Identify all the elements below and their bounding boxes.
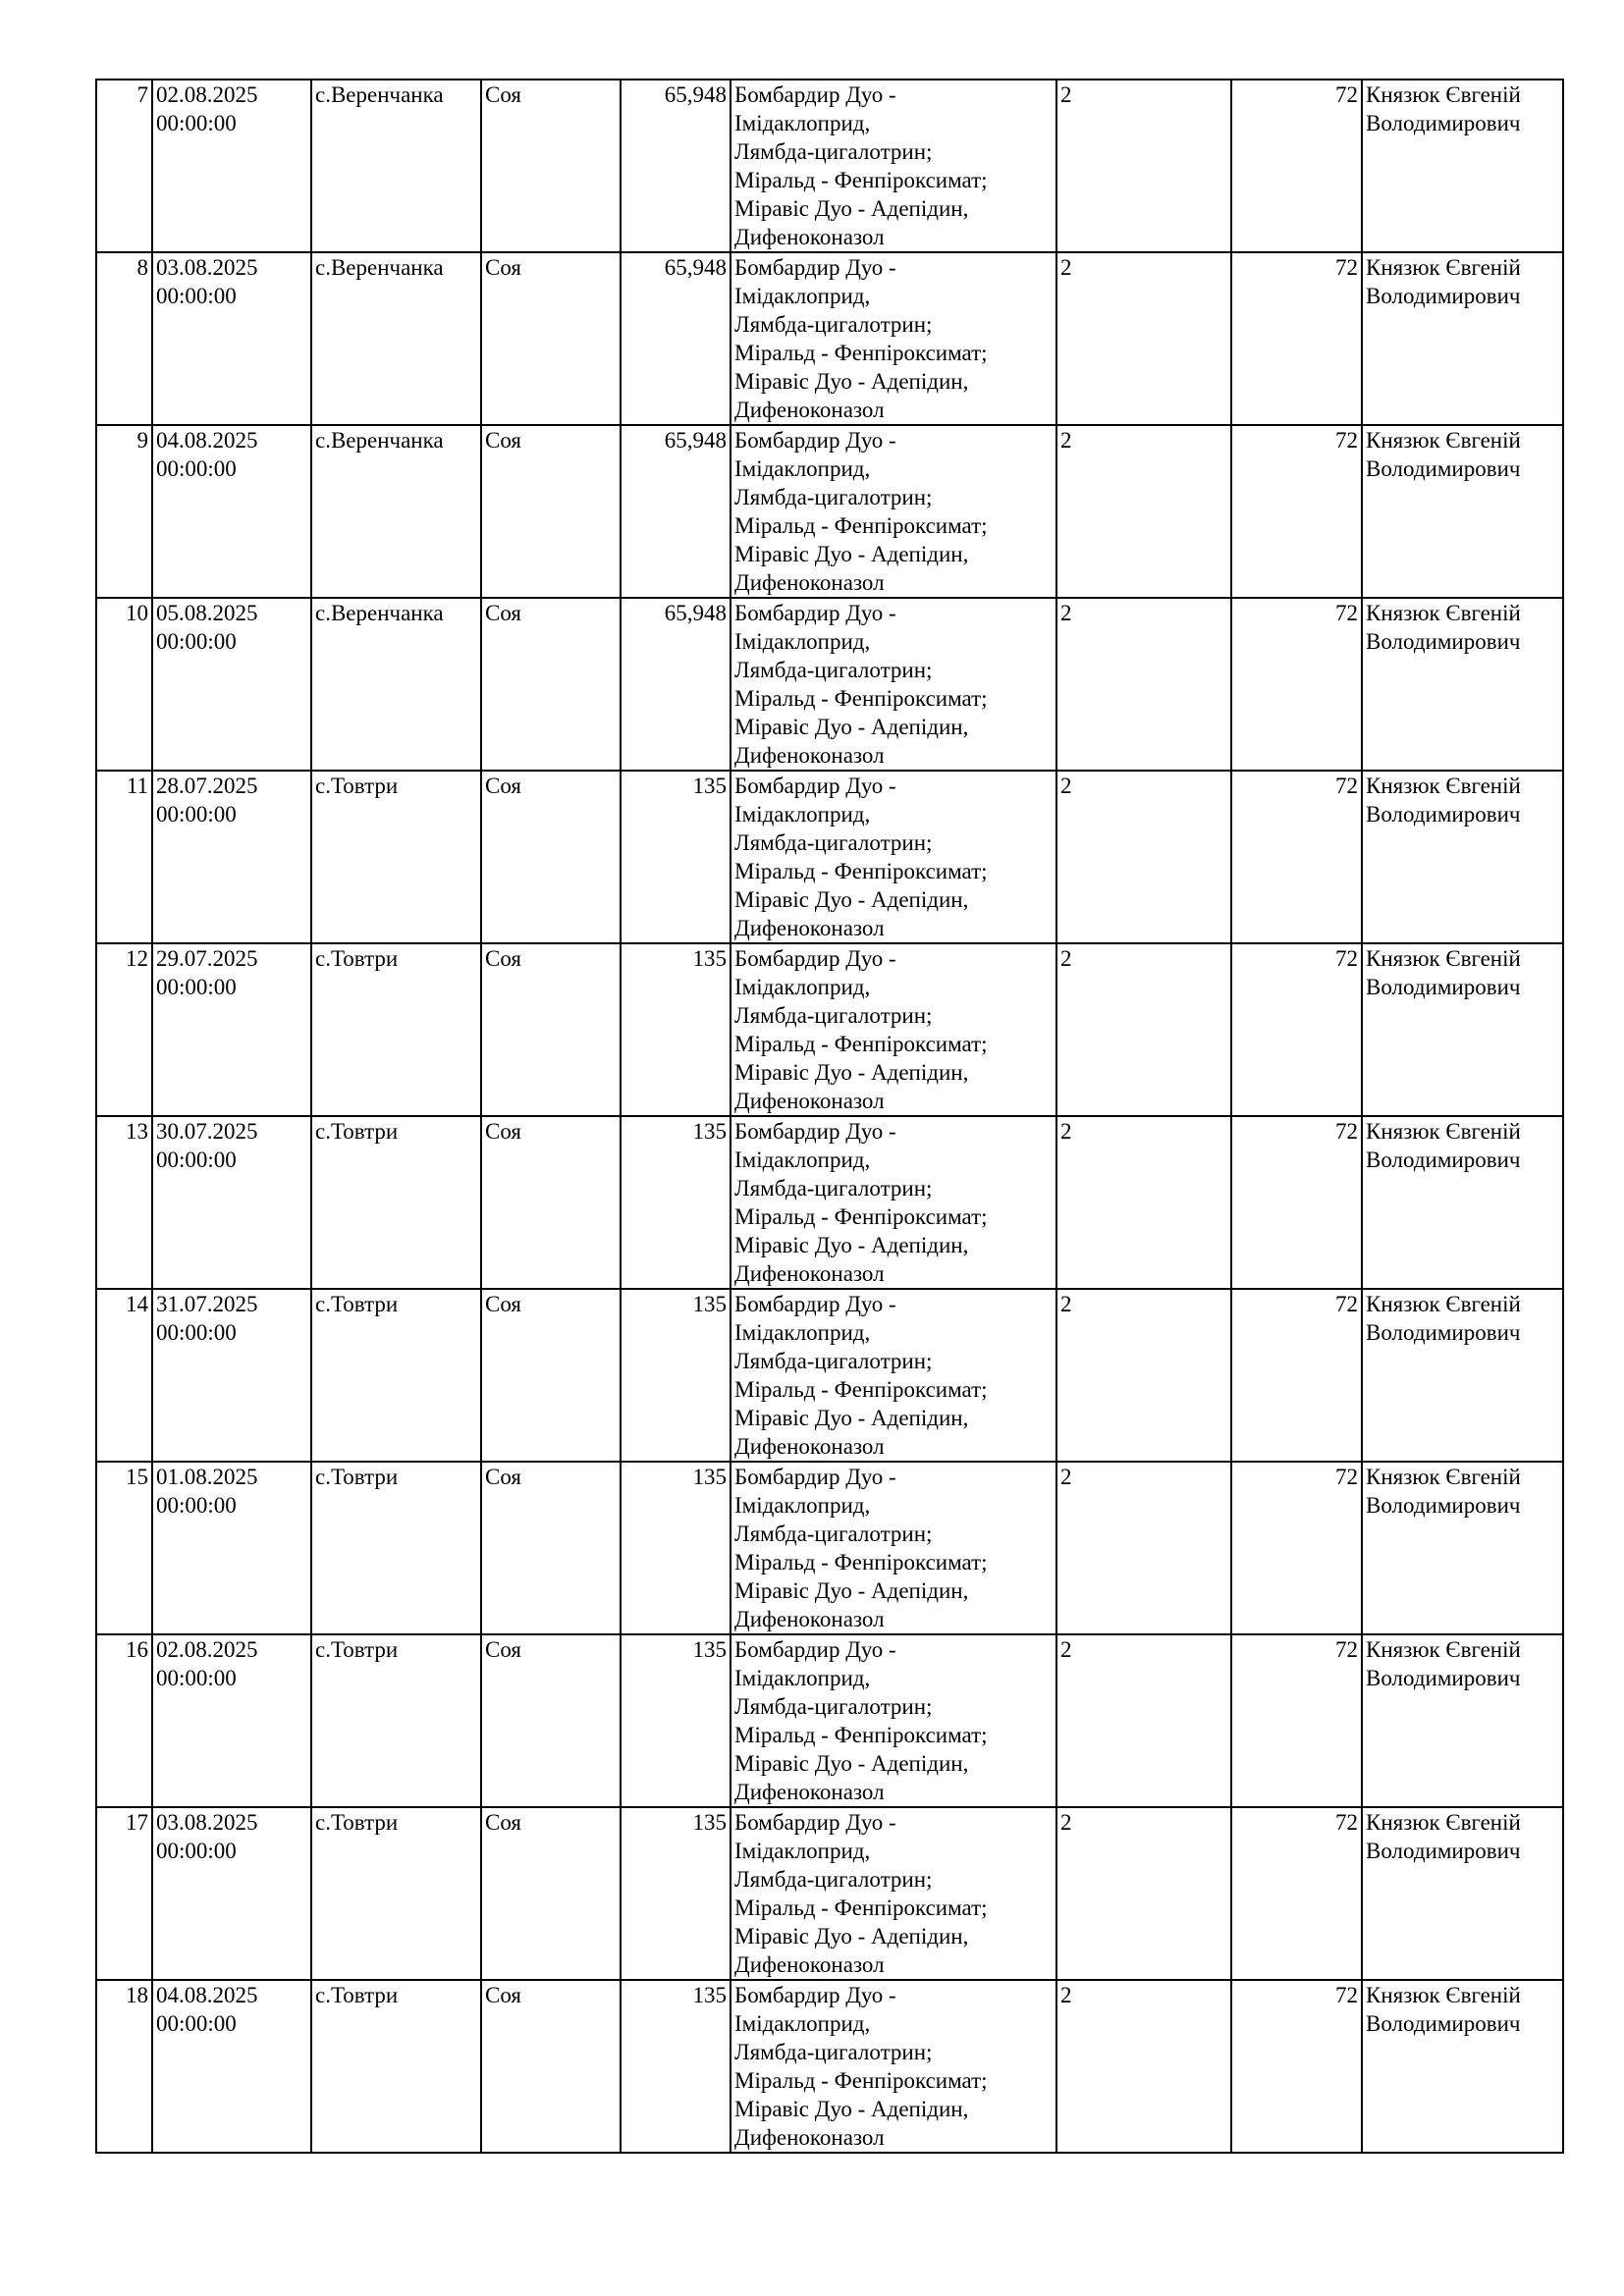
product-line: Бомбардир Дуо - <box>734 1637 896 1662</box>
product-line: Імідаклоприд, <box>734 802 871 827</box>
table-row <box>96 771 1563 943</box>
row-number-cell: 7 <box>96 80 152 252</box>
responsible-person-cell <box>1362 1634 1563 1807</box>
products-cell <box>731 80 1056 252</box>
hazard-class-cell: 2 <box>1056 1462 1231 1634</box>
product-line: Лямбда-цигалотрин; <box>734 830 933 855</box>
product-line: Міральд - Фенпіроксимат; <box>734 1896 988 1920</box>
hours-cell: 72 <box>1231 771 1362 943</box>
responsible-person-cell <box>1362 425 1563 598</box>
crop-cell: Соя <box>481 771 621 943</box>
date-text: 28.07.2025 <box>156 774 258 798</box>
products-cell <box>731 943 1056 1116</box>
crop-cell: Соя <box>481 943 621 1116</box>
person-name-line: Князюк Євгеній <box>1366 1637 1521 1662</box>
responsible-person-cell <box>1362 1807 1563 1980</box>
person-name-line: Володимирович <box>1366 1320 1521 1345</box>
product-line: Міральд - Фенпіроксимат; <box>734 1550 988 1575</box>
date-cell <box>152 1116 311 1289</box>
product-line: Дифеноконазол <box>734 570 885 595</box>
person-name-line: Володимирович <box>1366 111 1521 135</box>
product-line: Імідаклоприд, <box>734 2011 871 2036</box>
date-cell <box>152 80 311 252</box>
table-row <box>96 252 1563 425</box>
products-cell <box>731 598 1056 771</box>
table-row <box>96 598 1563 771</box>
hours-cell: 72 <box>1231 943 1362 1116</box>
products-cell <box>731 1807 1056 1980</box>
product-line: Дифеноконазол <box>734 1089 885 1113</box>
product-line: Дифеноконазол <box>734 1607 885 1631</box>
product-line: Міравіс Дуо - Адепідин, <box>734 542 969 566</box>
product-line: Міравіс Дуо - Адепідин, <box>734 1060 969 1085</box>
product-line: Міравіс Дуо - Адепідин, <box>734 1233 969 1257</box>
hours-cell: 72 <box>1231 1980 1362 2153</box>
product-line: Міральд - Фенпіроксимат; <box>734 1032 988 1056</box>
row-number-cell: 13 <box>96 1116 152 1289</box>
crop-cell: Соя <box>481 1807 621 1980</box>
village-cell: с.Товтри <box>311 771 481 943</box>
hazard-class-cell: 2 <box>1056 1980 1231 2153</box>
product-line: Дифеноконазол <box>734 916 885 940</box>
person-name-line: Володимирович <box>1366 456 1521 481</box>
product-line: Бомбардир Дуо - <box>734 428 896 453</box>
product-line: Міравіс Дуо - Адепідин, <box>734 196 969 221</box>
row-number-cell: 11 <box>96 771 152 943</box>
date-cell <box>152 1289 311 1462</box>
village-cell: с.Товтри <box>311 1289 481 1462</box>
time-text: 00:00:00 <box>156 1148 237 1172</box>
date-text: 31.07.2025 <box>156 1292 258 1316</box>
area-cell: 135 <box>621 1807 731 1980</box>
hours-cell: 72 <box>1231 425 1362 598</box>
row-number-cell: 9 <box>96 425 152 598</box>
row-number-cell: 17 <box>96 1807 152 1980</box>
responsible-person-cell <box>1362 598 1563 771</box>
area-cell: 135 <box>621 1462 731 1634</box>
product-line: Міравіс Дуо - Адепідин, <box>734 887 969 912</box>
hours-cell: 72 <box>1231 1807 1362 1980</box>
products-cell <box>731 425 1056 598</box>
treatment-table <box>95 79 1564 2154</box>
date-text: 29.07.2025 <box>156 946 258 971</box>
product-line: Дифеноконазол <box>734 1780 885 1804</box>
village-cell: с.Товтри <box>311 1116 481 1289</box>
table-row <box>96 1634 1563 1807</box>
product-line: Лямбда-цигалотрин; <box>734 485 933 509</box>
hazard-class-cell: 2 <box>1056 80 1231 252</box>
product-line: Лямбда-цигалотрин; <box>734 1349 933 1373</box>
person-name-line: Князюк Євгеній <box>1366 1810 1521 1835</box>
date-cell <box>152 1980 311 2153</box>
area-cell: 65,948 <box>621 80 731 252</box>
product-line: Бомбардир Дуо - <box>734 1292 896 1316</box>
product-line: Міральд - Фенпіроксимат; <box>734 168 988 192</box>
product-line: Міравіс Дуо - Адепідин, <box>734 1751 969 1776</box>
products-cell <box>731 1116 1056 1289</box>
time-text: 00:00:00 <box>156 1839 237 1863</box>
responsible-person-cell <box>1362 943 1563 1116</box>
area-cell: 135 <box>621 1634 731 1807</box>
responsible-person-cell <box>1362 1980 1563 2153</box>
date-cell <box>152 252 311 425</box>
product-line: Міральд - Фенпіроксимат; <box>734 1723 988 1747</box>
product-line: Бомбардир Дуо - <box>734 1810 896 1835</box>
product-line: Міральд - Фенпіроксимат; <box>734 859 988 883</box>
table-row <box>96 1980 1563 2153</box>
product-line: Лямбда-цигалотрин; <box>734 1867 933 1892</box>
product-line: Міральд - Фенпіроксимат; <box>734 341 988 365</box>
person-name-line: Князюк Євгеній <box>1366 428 1521 453</box>
product-line: Бомбардир Дуо - <box>734 774 896 798</box>
area-cell: 65,948 <box>621 598 731 771</box>
hazard-class-cell: 2 <box>1056 771 1231 943</box>
date-cell <box>152 1634 311 1807</box>
person-name-line: Князюк Євгеній <box>1366 1465 1521 1489</box>
date-text: 03.08.2025 <box>156 1810 258 1835</box>
time-text: 00:00:00 <box>156 975 237 999</box>
person-name-line: Князюк Євгеній <box>1366 1292 1521 1316</box>
hazard-class-cell: 2 <box>1056 1289 1231 1462</box>
responsible-person-cell <box>1362 1289 1563 1462</box>
area-cell: 65,948 <box>621 252 731 425</box>
date-cell <box>152 425 311 598</box>
product-line: Міральд - Фенпіроксимат; <box>734 686 988 711</box>
responsible-person-cell <box>1362 1116 1563 1289</box>
village-cell: с.Веренчанка <box>311 598 481 771</box>
product-line: Імідаклоприд, <box>734 1320 871 1345</box>
crop-cell: Соя <box>481 598 621 771</box>
product-line: Імідаклоприд, <box>734 456 871 481</box>
product-line: Імідаклоприд, <box>734 1493 871 1518</box>
product-line: Бомбардир Дуо - <box>734 946 896 971</box>
hours-cell: 72 <box>1231 80 1362 252</box>
product-line: Лямбда-цигалотрин; <box>734 658 933 682</box>
village-cell: с.Веренчанка <box>311 425 481 598</box>
date-text: 04.08.2025 <box>156 1983 258 2007</box>
time-text: 00:00:00 <box>156 1666 237 1690</box>
product-line: Бомбардир Дуо - <box>734 82 896 107</box>
person-name-line: Князюк Євгеній <box>1366 82 1521 107</box>
area-cell: 65,948 <box>621 425 731 598</box>
product-line: Дифеноконазол <box>734 743 885 768</box>
product-line: Імідаклоприд, <box>734 629 871 654</box>
hours-cell: 72 <box>1231 252 1362 425</box>
product-line: Імідаклоприд, <box>734 1839 871 1863</box>
time-text: 00:00:00 <box>156 802 237 827</box>
person-name-line: Князюк Євгеній <box>1366 774 1521 798</box>
product-line: Міральд - Фенпіроксимат; <box>734 1204 988 1229</box>
person-name-line: Князюк Євгеній <box>1366 601 1521 625</box>
table-row <box>96 1116 1563 1289</box>
product-line: Лямбда-цигалотрин; <box>734 139 933 164</box>
date-cell <box>152 1807 311 1980</box>
responsible-person-cell <box>1362 1462 1563 1634</box>
date-cell <box>152 1462 311 1634</box>
product-line: Дифеноконазол <box>734 1434 885 1459</box>
hazard-class-cell: 2 <box>1056 425 1231 598</box>
product-line: Дифеноконазол <box>734 1952 885 1977</box>
date-cell <box>152 771 311 943</box>
person-name-line: Князюк Євгеній <box>1366 946 1521 971</box>
row-number-cell: 10 <box>96 598 152 771</box>
table-row <box>96 1289 1563 1462</box>
village-cell: с.Товтри <box>311 1807 481 1980</box>
date-text: 02.08.2025 <box>156 1637 258 1662</box>
village-cell: с.Товтри <box>311 1462 481 1634</box>
table-row <box>96 80 1563 252</box>
product-line: Бомбардир Дуо - <box>734 1119 896 1144</box>
time-text: 00:00:00 <box>156 2011 237 2036</box>
products-cell <box>731 1289 1056 1462</box>
area-cell: 135 <box>621 1289 731 1462</box>
product-line: Міравіс Дуо - Адепідин, <box>734 369 969 394</box>
product-line: Дифеноконазол <box>734 1261 885 1286</box>
time-text: 00:00:00 <box>156 1493 237 1518</box>
product-line: Бомбардир Дуо - <box>734 601 896 625</box>
hours-cell: 72 <box>1231 598 1362 771</box>
crop-cell: Соя <box>481 1116 621 1289</box>
product-line: Бомбардир Дуо - <box>734 1983 896 2007</box>
time-text: 00:00:00 <box>156 111 237 135</box>
row-number-cell: 12 <box>96 943 152 1116</box>
product-line: Міральд - Фенпіроксимат; <box>734 1377 988 1402</box>
product-line: Міравіс Дуо - Адепідин, <box>734 1406 969 1430</box>
crop-cell: Соя <box>481 1289 621 1462</box>
person-name-line: Володимирович <box>1366 1493 1521 1518</box>
products-cell <box>731 252 1056 425</box>
date-cell <box>152 943 311 1116</box>
products-cell <box>731 771 1056 943</box>
date-cell <box>152 598 311 771</box>
product-line: Лямбда-цигалотрин; <box>734 1176 933 1201</box>
product-line: Лямбда-цигалотрин; <box>734 1694 933 1719</box>
product-line: Бомбардир Дуо - <box>734 1465 896 1489</box>
person-name-line: Володимирович <box>1366 802 1521 827</box>
time-text: 00:00:00 <box>156 1320 237 1345</box>
date-text: 01.08.2025 <box>156 1465 258 1489</box>
responsible-person-cell <box>1362 80 1563 252</box>
crop-cell: Соя <box>481 1462 621 1634</box>
products-cell <box>731 1634 1056 1807</box>
row-number-cell: 16 <box>96 1634 152 1807</box>
row-number-cell: 8 <box>96 252 152 425</box>
hours-cell: 72 <box>1231 1289 1362 1462</box>
hazard-class-cell: 2 <box>1056 943 1231 1116</box>
hazard-class-cell: 2 <box>1056 1807 1231 1980</box>
table-row <box>96 425 1563 598</box>
hazard-class-cell: 2 <box>1056 598 1231 771</box>
time-text: 00:00:00 <box>156 284 237 308</box>
product-line: Імідаклоприд, <box>734 975 871 999</box>
person-name-line: Володимирович <box>1366 629 1521 654</box>
person-name-line: Володимирович <box>1366 975 1521 999</box>
hazard-class-cell: 2 <box>1056 1116 1231 1289</box>
area-cell: 135 <box>621 771 731 943</box>
person-name-line: Володимирович <box>1366 284 1521 308</box>
hours-cell: 72 <box>1231 1634 1362 1807</box>
product-line: Дифеноконазол <box>734 225 885 249</box>
area-cell: 135 <box>621 1980 731 2153</box>
product-line: Лямбда-цигалотрин; <box>734 1522 933 1546</box>
product-line: Лямбда-цигалотрин; <box>734 1003 933 1028</box>
date-text: 30.07.2025 <box>156 1119 258 1144</box>
responsible-person-cell <box>1362 771 1563 943</box>
person-name-line: Володимирович <box>1366 1148 1521 1172</box>
person-name-line: Князюк Євгеній <box>1366 255 1521 280</box>
product-line: Міравіс Дуо - Адепідин, <box>734 1578 969 1603</box>
responsible-person-cell <box>1362 252 1563 425</box>
table-row <box>96 943 1563 1116</box>
crop-cell: Соя <box>481 425 621 598</box>
crop-cell: Соя <box>481 252 621 425</box>
product-line: Імідаклоприд, <box>734 111 871 135</box>
hazard-class-cell: 2 <box>1056 252 1231 425</box>
date-text: 04.08.2025 <box>156 428 258 453</box>
product-line: Міравіс Дуо - Адепідин, <box>734 1924 969 1949</box>
time-text: 00:00:00 <box>156 456 237 481</box>
product-line: Міральд - Фенпіроксимат; <box>734 2068 988 2093</box>
row-number-cell: 18 <box>96 1980 152 2153</box>
area-cell: 135 <box>621 1116 731 1289</box>
village-cell: с.Веренчанка <box>311 252 481 425</box>
products-cell <box>731 1980 1056 2153</box>
village-cell: с.Товтри <box>311 1980 481 2153</box>
table-row <box>96 1807 1563 1980</box>
person-name-line: Володимирович <box>1366 1666 1521 1690</box>
date-text: 02.08.2025 <box>156 82 258 107</box>
product-line: Імідаклоприд, <box>734 1148 871 1172</box>
village-cell: с.Веренчанка <box>311 80 481 252</box>
row-number-cell: 14 <box>96 1289 152 1462</box>
product-line: Міравіс Дуо - Адепідин, <box>734 2097 969 2121</box>
village-cell: с.Товтри <box>311 1634 481 1807</box>
date-text: 05.08.2025 <box>156 601 258 625</box>
village-cell: с.Товтри <box>311 943 481 1116</box>
product-line: Лямбда-цигалотрин; <box>734 2040 933 2064</box>
product-line: Бомбардир Дуо - <box>734 255 896 280</box>
row-number-cell: 15 <box>96 1462 152 1634</box>
hours-cell: 72 <box>1231 1462 1362 1634</box>
person-name-line: Володимирович <box>1366 2011 1521 2036</box>
person-name-line: Князюк Євгеній <box>1366 1983 1521 2007</box>
hours-cell: 72 <box>1231 1116 1362 1289</box>
date-text: 03.08.2025 <box>156 255 258 280</box>
product-line: Дифеноконазол <box>734 398 885 422</box>
area-cell: 135 <box>621 943 731 1116</box>
crop-cell: Соя <box>481 80 621 252</box>
crop-cell: Соя <box>481 1980 621 2153</box>
products-cell <box>731 1462 1056 1634</box>
product-line: Дифеноконазол <box>734 2125 885 2150</box>
person-name-line: Володимирович <box>1366 1839 1521 1863</box>
hazard-class-cell: 2 <box>1056 1634 1231 1807</box>
product-line: Імідаклоприд, <box>734 1666 871 1690</box>
time-text: 00:00:00 <box>156 629 237 654</box>
product-line: Міравіс Дуо - Адепідин, <box>734 715 969 739</box>
crop-cell: Соя <box>481 1634 621 1807</box>
table-row <box>96 1462 1563 1634</box>
person-name-line: Князюк Євгеній <box>1366 1119 1521 1144</box>
product-line: Імідаклоприд, <box>734 284 871 308</box>
product-line: Міральд - Фенпіроксимат; <box>734 513 988 538</box>
table-body <box>96 80 1563 2153</box>
product-line: Лямбда-цигалотрин; <box>734 312 933 337</box>
